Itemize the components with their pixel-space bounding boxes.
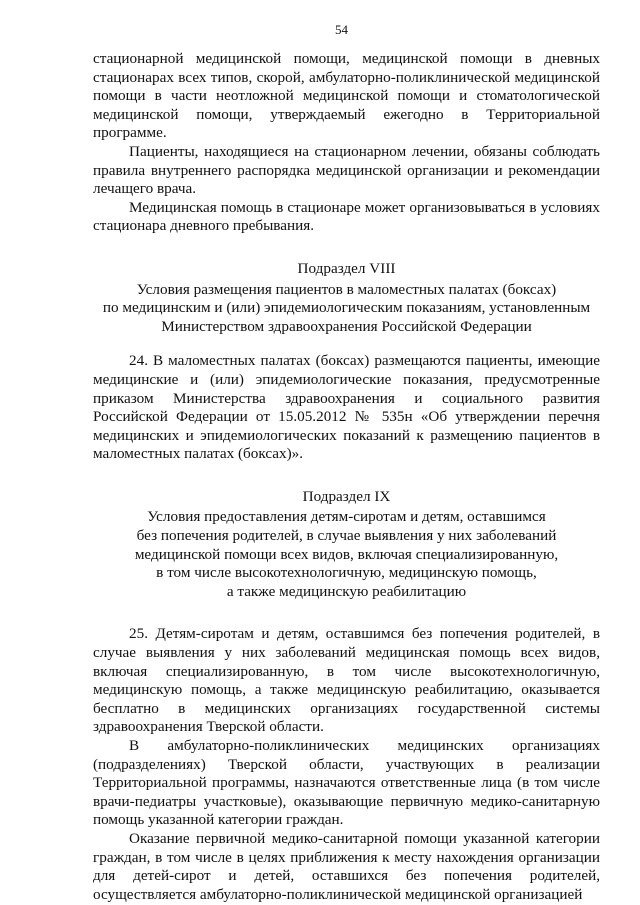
paragraph-primary-care: Оказание первичной медико-санитарной помощи указанной категории граждан, в том числе в целях приближения к месту нахождения организации для детей-сирот и детей, оставшихся без попечения родителей, осуществляется амбулаторно-поликлинической медицинской организацией (93, 829, 600, 903)
section9-heading-line: а также медицинскую реабилитацию (226, 582, 467, 600)
section9-heading-line: в том числе высокотехнологичную, медицинскую помощь, (156, 564, 537, 582)
section9-heading-line: медицинской помощи всех видов, включая специализированную, (134, 545, 559, 563)
section8-heading-line: по медицинским и (или) эпидемиологическим показаниям, установленным (102, 299, 591, 317)
paragraph-continuation: стационарной медицинской помощи, медицинской помощи в дневных стационарах всех типов, скорой, амбулаторно-поликлинической медицинской помощи в части неотложной медицинской помощи и стоматологической медицинской помощи, утверждаемый ежегодно в Территориальной программе. (93, 50, 600, 142)
section8-heading (93, 281, 600, 337)
section8-heading-line: Условия размещения пациентов в маломестных палатах (боксах) (136, 280, 557, 298)
paragraph-outpatient: В амбулаторно-поликлинических медицинских организациях (подразделениях) Тверской области, участвующих в реализации Территориальной программы, назначаются ответственные лица (в том числе врачи-педиатры участковые), оказывающие первичную медико-санитарную помощь указанной категории граждан. (93, 737, 600, 829)
paragraph-24: 24. В маломестных палатах (боксах) размещаются пациенты, имеющие медицинские и (или) эпидемиологические показания, предусмотренные приказом Министерства здравоохранения и социального развития Российской Федерации от 15.05.2012 № 535н «Об утверждении перечня медицинских и эпидемиологических показаний к размещению пациентов в маломестных палатах (боксах)». (93, 352, 600, 463)
paragraph-patients-rules: Пациенты, находящиеся на стационарном лечении, обязаны соблюдать правила внутреннего распорядка медицинской организации и рекомендации лечащего врача. (93, 142, 600, 198)
section9-heading (93, 508, 600, 601)
section8-heading-line: Министерством здравоохранения Российской Федерации (161, 317, 532, 335)
section9-title: Подраздел IX (302, 487, 391, 505)
section9-heading-line: Условия предоставления детям-сиротам и детям, оставшимся (147, 508, 546, 526)
section9-heading-line: без попечения родителей, в случае выявления у них заболеваний (136, 527, 557, 545)
page-number: 54 (335, 22, 348, 37)
paragraph-day-stationary: Медицинская помощь в стационаре может организовываться в условиях стационара дневного пребывания. (93, 198, 600, 235)
paragraph-25: 25. Детям-сиротам и детям, оставшимся без попечения родителей, в случае выявления у них заболеваний медицинская помощь всех видов, включая специализированную, в том числе высокотехнологичную, медицинскую помощь, а также медицинскую реабилитацию, оказывается бесплатно в медицинских организациях государственной системы здравоохранения Тверской области. (93, 625, 600, 736)
section8-title: Подраздел VIII (297, 259, 396, 277)
